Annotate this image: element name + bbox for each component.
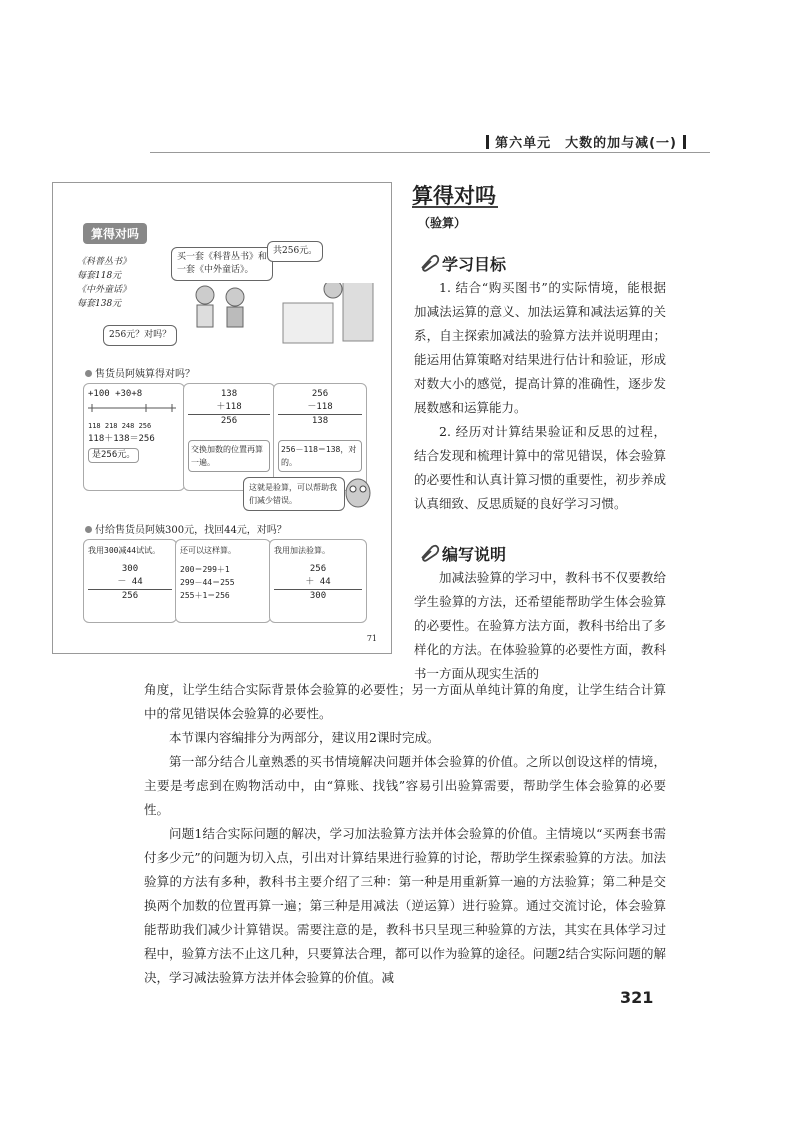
tip-bubble: 这就是验算，可以帮助我们减少错误。 bbox=[243, 477, 345, 511]
calc-box-alternate: 还可以这样算。 200＝299＋1 299－44＝255 255＋1＝256 bbox=[175, 539, 271, 623]
goal-heading: 学习目标 bbox=[418, 252, 506, 275]
book-price-list: 《科普丛书》 每套118元 《中外童话》 每套138元 bbox=[77, 257, 132, 309]
header-rule bbox=[150, 152, 710, 153]
paperclip-icon bbox=[418, 544, 440, 562]
speech-bubble-boy: 256元？对吗？ bbox=[103, 325, 177, 346]
calc-box-numberline: +100 +30+8 118 218 248 256 118＋138＝256 是256元。 bbox=[83, 383, 185, 491]
section-subtitle: （验算） bbox=[418, 216, 467, 230]
desc-para-problem1: 问题1结合实际问题的解决，学习加法验算方法并体会验算的价值。主情境以“买两套书需付多少元”的问题为切入点，引出对计算结果进行验算的讨论，帮助学生探索验算的方法。加法验算的方法有多种，教科书主要介绍了三种：第一种是用重新算一遍的方法验算；第二种是交换两个加数的位置再算一遍；第三种是用减法（逆运算）进行验算。通过交流讨论，体会验算能帮助我们减少计算错误。需要注意的是，教科书只呈现三种验算的方法，其实在具体学习过程中，验算方法不止这几种，只要算法合理，都可以作为验算的途径。问题2结合实际问题的解决，学习减法验算方法并体会验算的价值。减 bbox=[144, 826, 666, 985]
page-number: 321 bbox=[620, 988, 654, 1007]
calc-box-subtract: 256 －118 138 256－118＝138，对的。 bbox=[273, 383, 367, 491]
desc-para-plan: 本节课内容编排分为两部分，建议用2课时完成。 bbox=[169, 730, 440, 745]
number-line bbox=[88, 401, 176, 415]
shop-illustration bbox=[183, 283, 383, 353]
textbook-page-image bbox=[52, 182, 392, 654]
desc-heading: 编写说明 bbox=[418, 542, 506, 565]
textbook-badge: 算得对吗 bbox=[83, 223, 147, 244]
question-2: 付给售货员阿姨300元，找回44元，对吗？ bbox=[85, 521, 287, 536]
speech-bubble-girl: 买一套《科普丛书》和一套《中外童话》。 bbox=[171, 247, 273, 281]
desc-para-continued: 角度，让学生结合实际背景体会验算的必要性；另一方面从单纯计算的角度，让学生结合计算中的常见错误体会验算的必要性。 bbox=[144, 682, 666, 721]
speech-bubble-clerk: 共256元。 bbox=[267, 241, 323, 262]
goal-2: 2. 经历对计算结果验证和反思的过程，结合发现和梳理计算中的常见错误，体会验算的必要性和认真计算习惯的重要性，初步养成认真细致、反思质疑的良好学习习惯。 bbox=[414, 424, 666, 511]
section-title: 算得对吗 bbox=[412, 184, 496, 208]
header-text: 第六单元 大数的加与减(一) bbox=[495, 136, 677, 151]
goal-1: 1. 结合“购买图书”的实际情境，能根据加减法运算的意义、加法运算和减法运算的关系，自主探索加减法的验算方法并说明理由；能运用估算策略对结果进行估计和验证，形成对数大小的感觉，提高计算的准确性，逐步发展数感和运算能力。 bbox=[414, 280, 666, 415]
calc-box-direct: 我用300减44试试。 300 － 44 256 bbox=[83, 539, 177, 623]
paperclip-icon bbox=[418, 254, 440, 272]
textbook-page-number: 71 bbox=[366, 634, 377, 643]
desc-para-part1: 第一部分结合儿童熟悉的买书情境解决问题并体会验算的价值。之所以创设这样的情境，主要是考虑到在购物活动中，由“算账、找钱”容易引出验算需要，帮助学生体会验算的必要性。 bbox=[144, 754, 666, 817]
calc-box-swap: 138 ＋118 256 交换加数的位置再算一遍。 bbox=[183, 383, 275, 491]
calc-box-addcheck: 我用加法验算。 256 ＋ 44 300 bbox=[269, 539, 367, 623]
title-underline bbox=[412, 206, 498, 208]
desc-para-start: 加减法验算的学习中，教科书不仅要教给学生验算的方法，还希望能帮助学生体会验算的必要性。在验算方法方面，教科书给出了多样化的方法。在体验验算的必要性方面，教科书一方面从现实生活的 bbox=[414, 570, 666, 681]
owl-figure bbox=[343, 475, 373, 509]
question-1: 售货员阿姨算得对吗？ bbox=[85, 365, 195, 380]
running-header bbox=[480, 132, 692, 151]
